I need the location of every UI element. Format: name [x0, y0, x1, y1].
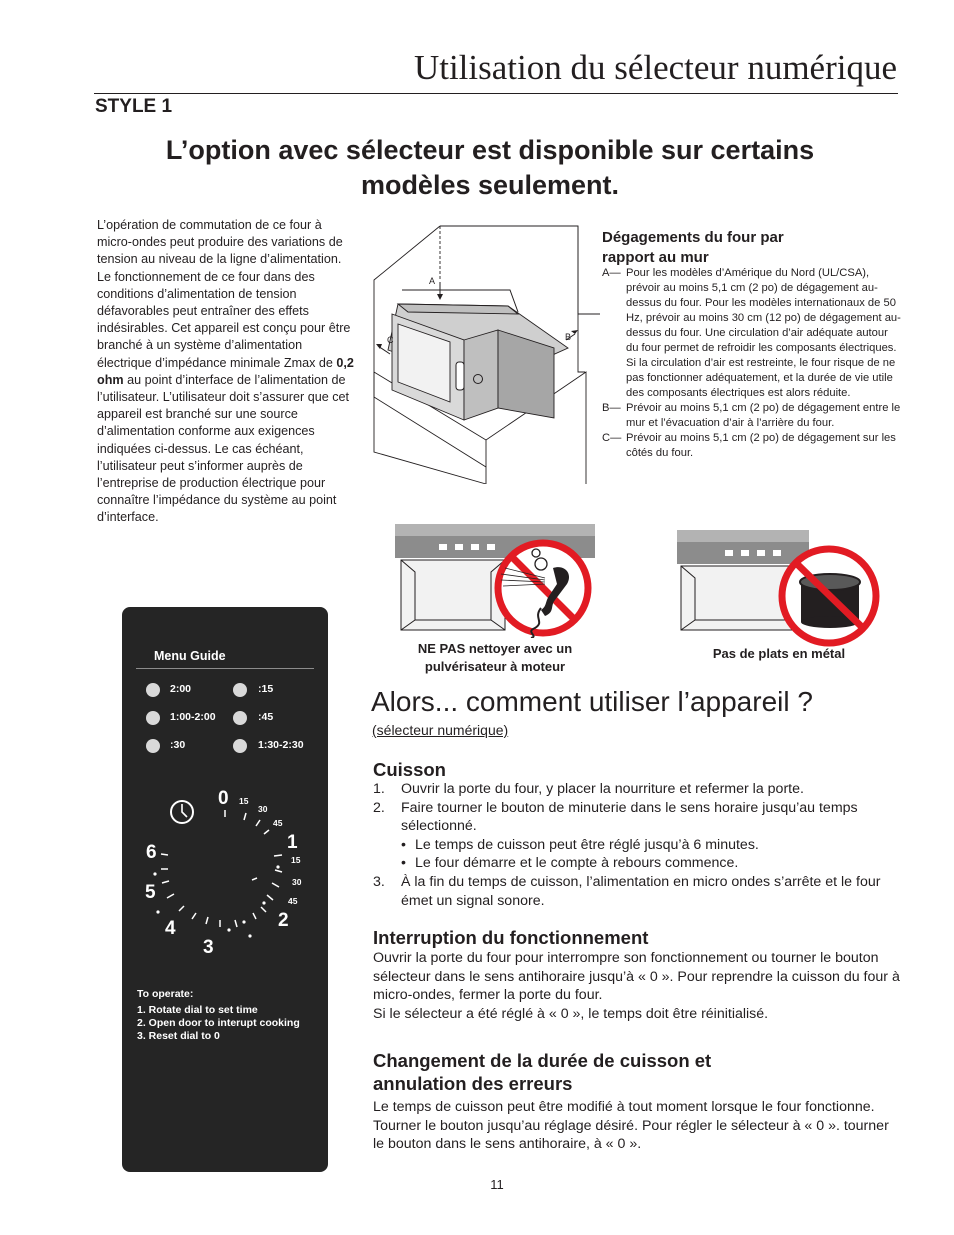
page-title: Utilisation du sélecteur numérique	[413, 48, 897, 87]
clearance-item-text: Prévoir au moins 5,1 cm (2 po) de dégagement entre le mur et l’évacuation d’air à l’arrière du four.	[626, 402, 901, 429]
label-c: C	[387, 335, 394, 345]
menu-time: 1:00-2:00	[170, 711, 216, 723]
step-text: À la fin du temps de cuisson, l’alimentation en micro ondes s’arrête et le four émet un signal sonore.	[401, 873, 881, 909]
changement-heading	[373, 1049, 711, 1095]
plate-icon	[233, 739, 247, 753]
cup-icon	[146, 711, 160, 725]
dial-number-5: 5	[145, 882, 156, 903]
clearance-title	[602, 228, 784, 268]
popcorn-icon	[146, 683, 160, 697]
bullet-dot: •	[401, 836, 406, 853]
cuisson-step	[373, 799, 903, 836]
step-text: Faire tourner le bouton de minuterie dans le sens horaire jusqu’au temps sélectionné.	[401, 799, 858, 835]
headline-line-2: modèles seulement.	[360, 170, 620, 200]
bullet-text: Le four démarre et le compte à rebours commence.	[415, 855, 739, 872]
drumstick-icon	[233, 683, 247, 697]
clearance-item-b	[602, 401, 902, 431]
step-text: Ouvrir la porte du four, y placer la nourriture et refermer la porte.	[401, 781, 804, 797]
headline-line-1: L’option avec sélecteur est disponible sur certains	[165, 135, 815, 165]
menu-time: :15	[258, 683, 274, 695]
step-number: 3.	[373, 873, 385, 890]
no-sprayer-illustration	[395, 520, 598, 638]
clearance-item-text: Prévoir au moins 5,1 cm (2 po) de dégagement sur les côtés du four.	[626, 432, 896, 459]
clearance-item-label: B—	[602, 402, 621, 414]
dial-number-4: 4	[165, 918, 176, 939]
how-to-heading: Alors... comment utiliser l’appareil ?	[371, 686, 813, 717]
dial-number-2: 2	[278, 910, 289, 931]
how-to-subheading: (sélecteur numérique)	[372, 722, 509, 738]
clearance-list	[602, 266, 902, 461]
cuisson-step	[373, 780, 903, 799]
dial-number-6: 6	[146, 842, 157, 863]
dial-minor-15: 15	[291, 855, 301, 865]
dial-number-0: 0	[218, 788, 229, 809]
changement-heading-line-2: annulation des erreurs	[373, 1073, 573, 1094]
intro-text-2: au point d’interface de l’alimentation de l’utilisateur. L’utilisateur doit s’assurer que cet appareil est branché sur une source d’alimentation conforme aux exigences indiquées ci-dessus. Le cas échéant, l’utilisateur peut s’informer auprès de l’entreprise de production électrique pour connaître l’impédance du système au point d’interface.	[97, 372, 350, 525]
dial-minor-45: 45	[288, 896, 298, 906]
label-a: A	[429, 276, 436, 286]
caption-no-sprayer-line-2: pulvérisateur à moteur	[424, 659, 566, 674]
menu-time: :45	[258, 711, 274, 723]
clearance-title-line-1: Dégagements du four par	[602, 229, 784, 246]
interruption-para-2: Si le sélecteur a été réglé à « 0 », le temps doit être réinitialisé.	[373, 1005, 769, 1022]
dial-minor-45: 45	[273, 818, 283, 828]
step-number: 2.	[373, 799, 385, 816]
menu-time: 1:30-2:30	[258, 739, 304, 751]
clearance-item-a	[602, 266, 902, 401]
cuisson-steps	[373, 780, 903, 910]
step-number: 1.	[373, 781, 385, 797]
clearance-title-line-2: rapport au mur	[602, 249, 709, 266]
clearance-diagram	[368, 222, 600, 484]
no-metal-illustration	[675, 520, 895, 650]
interruption-heading: Interruption du fonctionnement	[373, 927, 649, 948]
dial-number-3: 3	[203, 937, 214, 958]
operate-title: To operate:	[137, 988, 194, 1000]
clearance-item-text: Pour les modèles d’Amérique du Nord (UL/CSA), prévoir au moins 5,1 cm (2 po) de dégagement au-dessus du four. Pour les modèles internationaux de 50 Hz, prévoir au moins 30 cm (12 po) de dégagement au-dessus du four. Une circulation d’air adéquate autour du four permet de refroidir les composants électriques. Si la circulation d’air est restreinte, le four risque de ne pas fonctionner adéquatement, et la durée de vie utile des composants électriques est alors réduite.	[626, 267, 901, 399]
dial-minor-30: 30	[258, 804, 268, 814]
clearance-item-label: C—	[602, 432, 622, 444]
intro-text-1: L’opération de commutation de ce four à micro-ondes peut produire des variations de tension au niveau de la ligne d’alimentation. Le fonctionnement de ce four dans des conditions d’alimentation de tension défavorables peut entraîner des effets indésirables. Cet appareil est conçu pour être branché à un système d’alimentation électrique d’impédance minimale Zmax de	[97, 218, 351, 370]
changement-paragraph: Le temps de cuisson peut être modifié à tout moment lorsque le four fonctionne. Tourner le bouton jusqu’au réglage désiré. Pour régler le sélecteur à « 0 ». tourner le bouton dans le sens antihoraire, à « 0 ».	[373, 1099, 889, 1153]
title-rule	[94, 93, 898, 94]
clearance-item-label: A—	[602, 267, 621, 279]
dial-number-1: 1	[287, 832, 298, 853]
dial-minor-30: 30	[292, 877, 302, 887]
menu-time: :30	[170, 739, 186, 751]
operate-step-2: 2. Open door to interupt cooking	[137, 1017, 300, 1029]
cuisson-bullet	[373, 854, 903, 873]
menu-time: 2:00	[170, 683, 192, 695]
clearance-item-c	[602, 431, 902, 461]
pizza-slice-icon	[146, 739, 160, 753]
operate-step-1: 1. Rotate dial to set time	[137, 1004, 258, 1016]
sandwich-icon	[233, 711, 247, 725]
style-label: STYLE 1	[95, 96, 173, 117]
bullet-text: Le temps de cuisson peut être réglé jusqu’à 6 minutes.	[415, 836, 759, 853]
intro-paragraph	[97, 217, 357, 527]
dial-minor-15: 15	[239, 796, 249, 806]
caption-no-metal: Pas de plats en métal	[712, 646, 846, 661]
cuisson-step	[373, 873, 903, 910]
page-number: 11	[490, 1177, 504, 1192]
bullet-dot: •	[401, 855, 406, 872]
timer-dial[interactable]	[122, 770, 328, 970]
cuisson-heading: Cuisson	[373, 759, 446, 780]
intro-bold: 0,2 ohm	[97, 355, 354, 387]
caption-no-sprayer	[380, 640, 610, 676]
caption-no-sprayer-line-1: NE PAS nettoyer avec un	[417, 641, 573, 656]
menu-guide-rule	[136, 668, 314, 669]
operate-step-3: 3. Reset dial to 0	[137, 1030, 220, 1042]
label-b: B	[565, 332, 572, 342]
menu-guide-title: Menu Guide	[154, 649, 226, 663]
cuisson-bullet	[373, 836, 903, 855]
interruption-paragraph	[373, 949, 903, 1023]
changement-heading-line-1: Changement de la durée de cuisson et	[373, 1050, 712, 1071]
headline	[80, 133, 900, 203]
interruption-para-1: Ouvrir la porte du four pour interrompre son fonctionnement ou tourner le bouton sélecteur dans le sens antihoraire jusqu’à « 0 ». Pour reprendre la cuisson du four à micro-ondes, fermer la porte du four.	[373, 950, 900, 1004]
